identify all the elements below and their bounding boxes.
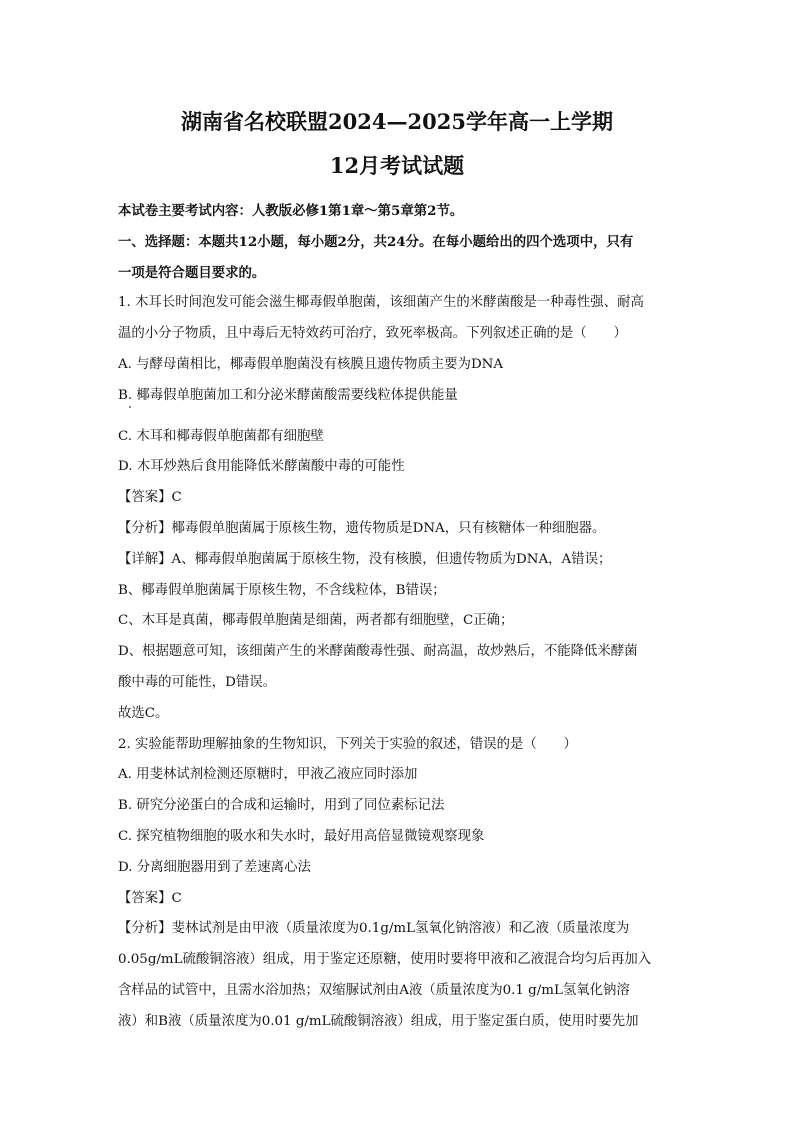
q1-conclusion: 故选C。 — [118, 705, 169, 721]
q2-analysis-4: 液）和B液（质量浓度为0.01 g/mL硫酸铜溶液）组成，用于鉴定蛋白质，使用时要先加 — [118, 1013, 639, 1029]
q2-option-a: A. 用斐林试剂检测还原糖时，甲液乙液应同时添加 — [118, 767, 418, 783]
q2-answer: 【答案】C — [118, 890, 182, 906]
q2-option-c: C. 探究植物细胞的吸水和失水时，最好用高倍显微镜观察现象 — [118, 828, 485, 844]
q1-detail-2: B、椰毒假单胞菌属于原核生物，不含线粒体，B错误； — [118, 582, 446, 598]
q1-option-a: A. 与酵母菌相比，椰毒假单胞菌没有核膜且遗传物质主要为DNA — [118, 356, 504, 372]
exam-scope: 本试卷主要考试内容：人教版必修1第1章～第5章第2节。 — [118, 203, 464, 219]
title-line-1: 湖南省名校联盟2024—2025学年高一上学期 — [181, 109, 613, 134]
q1-option-c: C. 木耳和椰毒假单胞菌都有细胞壁 — [118, 428, 324, 444]
q1-stem-line-1: 1. 木耳长时间泡发可能会滋生椰毒假单胞菌，该细菌产生的米酵菌酸是一种毒性强、耐高 — [118, 295, 644, 311]
q1-option-b: B. 椰毒假单胞菌加工和分泌米酵菌酸需要线粒体提供能量 — [118, 387, 458, 403]
q1-answer: 【答案】C — [118, 490, 182, 506]
section-heading-line-2: 一项是符合题目要求的。 — [118, 264, 266, 281]
q2-option-d: D. 分离细胞器用到了差速离心法 — [118, 859, 311, 875]
q1-analysis: 【分析】椰毒假单胞菌属于原核生物，遗传物质是DNA，只有核糖体一种细胞器。 — [118, 520, 606, 536]
section-heading-line-1: 一、选择题：本题共12小题，每小题2分，共24分。在每小题给出的四个选项中，只有 — [118, 233, 634, 250]
q2-option-b: B. 研究分泌蛋白的合成和运输时，用到了同位素标记法 — [118, 798, 445, 814]
q2-analysis-3: 含样品的试管中，且需水浴加热；双缩脲试剂由A液（质量浓度为0.1 g/mL氢氧化钠溶 — [118, 982, 630, 998]
q1-option-d: D. 木耳炒熟后食用能降低米酵菌酸中毒的可能性 — [118, 459, 405, 475]
q1-detail-4a: D、根据题意可知，该细菌产生的米酵菌酸毒性强、耐高温，故炒熟后，不能降低米酵菌 — [118, 644, 638, 660]
q2-analysis-1: 【分析】斐林试剂是由甲液（质量浓度为0.1g/mL氢氧化钠溶液）和乙液（质量浓度为 — [118, 921, 630, 937]
stray-dot — [118, 412, 676, 422]
title-line-2: 12月考试试题 — [329, 153, 465, 178]
q2-stem: 2. 实验能帮助理解抽象的生物知识，下列关于实验的叙述，错误的是（ ） — [118, 736, 577, 752]
q2-analysis-2: 0.05g/mL硫酸铜溶液）组成，用于鉴定还原糖，使用时要将甲液和乙液混合均匀后再加入 — [118, 952, 652, 968]
q1-stem-line-2: 温的小分子物质，且中毒后无特效药可治疗，致死率极高。下列叙述正确的是（ ） — [118, 326, 627, 342]
q1-detail-4b: 酸中毒的可能性，D错误。 — [118, 674, 277, 690]
q1-detail-3: C、木耳是真菌，椰毒假单胞菌是细菌，两者都有细胞壁，C正确； — [118, 613, 514, 629]
q1-detail-1: 【详解】A、椰毒假单胞菌属于原核生物，没有核膜，但遗传物质为DNA，A错误； — [118, 551, 612, 567]
